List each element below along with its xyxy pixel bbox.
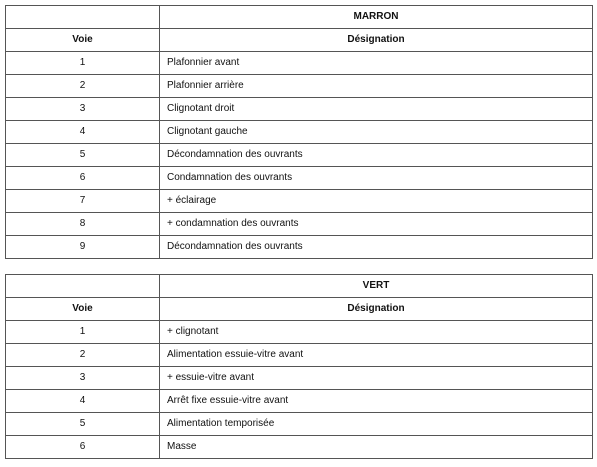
table-row: [6, 321, 593, 344]
voie-cell: 9: [6, 236, 160, 259]
table-row: [6, 344, 593, 367]
table-row: [6, 144, 593, 167]
voie-cell: 5: [6, 144, 160, 167]
voie-cell: 3: [6, 367, 160, 390]
table-title-row: [6, 6, 593, 29]
designation-cell: Masse: [160, 436, 593, 459]
column-header-voie: Voie: [6, 298, 160, 321]
table-row: [6, 367, 593, 390]
table-row: [6, 213, 593, 236]
connector-color-title: MARRON: [160, 6, 593, 29]
designation-cell: Clignotant gauche: [160, 121, 593, 144]
designation-cell: Plafonnier arrière: [160, 75, 593, 98]
voie-cell: 3: [6, 98, 160, 121]
voie-cell: 6: [6, 167, 160, 190]
column-header-voie: Voie: [6, 29, 160, 52]
column-header-designation: Désignation: [160, 298, 593, 321]
designation-cell: Condamnation des ouvrants: [160, 167, 593, 190]
voie-cell: 2: [6, 75, 160, 98]
designation-cell: Décondamnation des ouvrants: [160, 144, 593, 167]
designation-cell: Alimentation temporisée: [160, 413, 593, 436]
designation-cell: Clignotant droit: [160, 98, 593, 121]
voie-cell: 5: [6, 413, 160, 436]
voie-cell: 1: [6, 52, 160, 75]
designation-cell: Alimentation essuie-vitre avant: [160, 344, 593, 367]
table-row: [6, 75, 593, 98]
column-header-designation: Désignation: [160, 29, 593, 52]
voie-cell: 8: [6, 213, 160, 236]
table-row: [6, 52, 593, 75]
voie-cell: 6: [6, 436, 160, 459]
voie-cell: 1: [6, 321, 160, 344]
connector-table-marron: [5, 5, 593, 259]
table-header-row: [6, 29, 593, 52]
blank-cell: [6, 275, 160, 298]
table-row: [6, 236, 593, 259]
connector-table-vert: [5, 274, 593, 459]
table-row: [6, 390, 593, 413]
table-header-row: [6, 298, 593, 321]
voie-cell: 7: [6, 190, 160, 213]
designation-cell: Décondamnation des ouvrants: [160, 236, 593, 259]
table-row: [6, 436, 593, 459]
table-row: [6, 98, 593, 121]
table-row: [6, 190, 593, 213]
blank-cell: [6, 6, 160, 29]
table-row: [6, 413, 593, 436]
designation-cell: Arrêt fixe essuie-vitre avant: [160, 390, 593, 413]
voie-cell: 4: [6, 390, 160, 413]
table-row: [6, 121, 593, 144]
voie-cell: 2: [6, 344, 160, 367]
designation-cell: + éclairage: [160, 190, 593, 213]
designation-cell: + essuie-vitre avant: [160, 367, 593, 390]
table-row: [6, 167, 593, 190]
designation-cell: + condamnation des ouvrants: [160, 213, 593, 236]
connector-color-title: VERT: [160, 275, 593, 298]
table-title-row: [6, 275, 593, 298]
voie-cell: 4: [6, 121, 160, 144]
designation-cell: Plafonnier avant: [160, 52, 593, 75]
designation-cell: + clignotant: [160, 321, 593, 344]
